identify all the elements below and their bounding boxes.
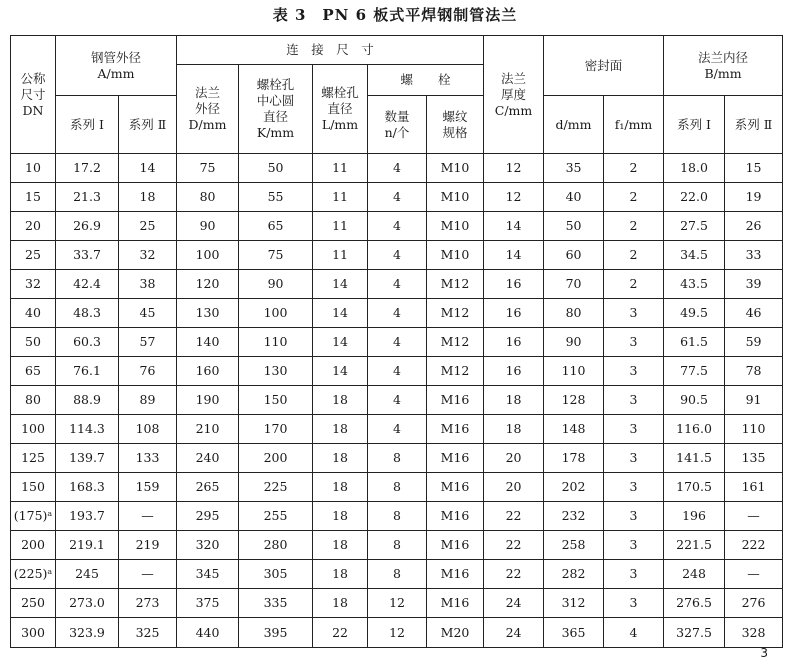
table-cell: 161 xyxy=(725,473,783,502)
table-cell: 395 xyxy=(239,618,313,648)
table-cell: 18 xyxy=(484,415,544,444)
table-cell: 110 xyxy=(725,415,783,444)
table-cell: 33 xyxy=(725,241,783,270)
table-cell: 38 xyxy=(119,270,177,299)
table-cell: 300 xyxy=(11,618,56,648)
table-cell: 276 xyxy=(725,589,783,618)
table-cell: 255 xyxy=(239,502,313,531)
table-cell: M20 xyxy=(427,618,484,648)
table-cell: 20 xyxy=(11,212,56,241)
table-cell: M16 xyxy=(427,444,484,473)
table-cell: 14 xyxy=(484,212,544,241)
header-bore-series-2: 系列 Ⅱ xyxy=(725,96,783,154)
table-cell: 77.5 xyxy=(664,357,725,386)
table-cell: 141.5 xyxy=(664,444,725,473)
table-cell: 20 xyxy=(484,473,544,502)
table-cell: 110 xyxy=(544,357,604,386)
table-cell: 8 xyxy=(368,560,427,589)
table-cell: 3 xyxy=(604,473,664,502)
table-cell: 365 xyxy=(544,618,604,648)
table-cell: 4 xyxy=(368,212,427,241)
table-cell: 3 xyxy=(604,328,664,357)
table-cell: M12 xyxy=(427,299,484,328)
table-row xyxy=(11,241,783,270)
table-cell: (175)ᵃ xyxy=(11,502,56,531)
header-pipe-od: 钢管外径 A/mm xyxy=(56,36,177,96)
table-cell: 14 xyxy=(313,328,368,357)
table-cell: 76 xyxy=(119,357,177,386)
table-cell: 222 xyxy=(725,531,783,560)
table-row xyxy=(11,386,783,415)
table-cell: 75 xyxy=(177,154,239,183)
table-cell: 305 xyxy=(239,560,313,589)
table-row xyxy=(11,212,783,241)
header-pipe-series-2: 系列 Ⅱ xyxy=(119,96,177,154)
table-cell: 19 xyxy=(725,183,783,212)
table-cell: 78 xyxy=(725,357,783,386)
table-row xyxy=(11,589,783,618)
table-row xyxy=(11,415,783,444)
table-row xyxy=(11,357,783,386)
table-cell: 14 xyxy=(313,299,368,328)
table-cell: 4 xyxy=(368,386,427,415)
table-cell: 80 xyxy=(544,299,604,328)
table-cell: 3 xyxy=(604,299,664,328)
header-seal-d: d/mm xyxy=(544,96,604,154)
table-cell: 3 xyxy=(604,502,664,531)
table-cell: 170.5 xyxy=(664,473,725,502)
table-cell: 100 xyxy=(11,415,56,444)
table-cell: 4 xyxy=(368,299,427,328)
table-cell: M12 xyxy=(427,328,484,357)
table-cell: 16 xyxy=(484,357,544,386)
table-cell: 258 xyxy=(544,531,604,560)
table-cell: 168.3 xyxy=(56,473,119,502)
table-body xyxy=(11,154,783,648)
table-cell: 196 xyxy=(664,502,725,531)
table-cell: 89 xyxy=(119,386,177,415)
table-cell: 18 xyxy=(313,531,368,560)
table-cell: 22 xyxy=(484,502,544,531)
table-cell: 159 xyxy=(119,473,177,502)
table-cell: 148 xyxy=(544,415,604,444)
table-cell: 200 xyxy=(11,531,56,560)
table-cell: 3 xyxy=(604,415,664,444)
table-cell: 76.1 xyxy=(56,357,119,386)
table-cell: 16 xyxy=(484,328,544,357)
table-cell: 34.5 xyxy=(664,241,725,270)
table-cell: 33.7 xyxy=(56,241,119,270)
header-bolt-qty: 数量 n/个 xyxy=(368,96,427,154)
table-cell: 65 xyxy=(239,212,313,241)
table-cell: 3 xyxy=(604,531,664,560)
table-cell: 50 xyxy=(11,328,56,357)
table-cell: 3 xyxy=(604,444,664,473)
table-cell: 50 xyxy=(239,154,313,183)
table-cell: 323.9 xyxy=(56,618,119,648)
table-cell: 60.3 xyxy=(56,328,119,357)
table-cell: 40 xyxy=(544,183,604,212)
table-cell: 49.5 xyxy=(664,299,725,328)
table-cell: 32 xyxy=(119,241,177,270)
table-cell: 18.0 xyxy=(664,154,725,183)
table-cell: 276.5 xyxy=(664,589,725,618)
table-cell: 375 xyxy=(177,589,239,618)
table-cell: 18 xyxy=(313,473,368,502)
table-cell: 178 xyxy=(544,444,604,473)
table-cell: 265 xyxy=(177,473,239,502)
table-cell: 160 xyxy=(177,357,239,386)
table-cell: 12 xyxy=(368,618,427,648)
table-cell: 232 xyxy=(544,502,604,531)
header-bore-series-1: 系列 Ⅰ xyxy=(664,96,725,154)
table-cell: 273.0 xyxy=(56,589,119,618)
table-row xyxy=(11,270,783,299)
table-cell: 320 xyxy=(177,531,239,560)
table-cell: 90 xyxy=(177,212,239,241)
table-cell: 14 xyxy=(119,154,177,183)
table-cell: M16 xyxy=(427,386,484,415)
table-cell: 90.5 xyxy=(664,386,725,415)
table-cell: 273 xyxy=(119,589,177,618)
table-row xyxy=(11,154,783,183)
header-flange-od: 法兰 外径 D/mm xyxy=(177,65,239,154)
table-cell: 24 xyxy=(484,589,544,618)
table-cell: 280 xyxy=(239,531,313,560)
table-cell: 24 xyxy=(484,618,544,648)
table-cell: 245 xyxy=(56,560,119,589)
table-cell: 4 xyxy=(368,270,427,299)
table-cell: 328 xyxy=(725,618,783,648)
table-cell: 20 xyxy=(484,444,544,473)
table-cell: 50 xyxy=(544,212,604,241)
table-cell: M16 xyxy=(427,502,484,531)
table-cell: 140 xyxy=(177,328,239,357)
table-cell: 12 xyxy=(484,183,544,212)
table-cell: 295 xyxy=(177,502,239,531)
table-cell: M10 xyxy=(427,241,484,270)
table-cell: 190 xyxy=(177,386,239,415)
table-cell: 4 xyxy=(368,154,427,183)
table-cell: 200 xyxy=(239,444,313,473)
table-cell: 57 xyxy=(119,328,177,357)
table-cell: — xyxy=(725,502,783,531)
table-cell: 2 xyxy=(604,154,664,183)
table-cell: 80 xyxy=(11,386,56,415)
table-cell: 18 xyxy=(313,560,368,589)
table-cell: 4 xyxy=(368,357,427,386)
table-cell: 22.0 xyxy=(664,183,725,212)
table-cell: 130 xyxy=(239,357,313,386)
table-cell: 4 xyxy=(604,618,664,648)
table-cell: 8 xyxy=(368,502,427,531)
table-cell: 110 xyxy=(239,328,313,357)
table-cell: 16 xyxy=(484,299,544,328)
table-row xyxy=(11,299,783,328)
table-cell: 170 xyxy=(239,415,313,444)
table-cell: 40 xyxy=(11,299,56,328)
table-cell: M10 xyxy=(427,154,484,183)
table-cell: 10 xyxy=(11,154,56,183)
table-cell: 120 xyxy=(177,270,239,299)
table-cell: 21.3 xyxy=(56,183,119,212)
page-number: 3 xyxy=(760,646,768,660)
table-cell: 61.5 xyxy=(664,328,725,357)
table-cell: 108 xyxy=(119,415,177,444)
table-cell: 3 xyxy=(604,357,664,386)
table-row xyxy=(11,473,783,502)
table-cell: 130 xyxy=(177,299,239,328)
header-connection-dimensions: 连 接 尺 寸 xyxy=(177,36,484,65)
table-cell: 75 xyxy=(239,241,313,270)
table-cell: 440 xyxy=(177,618,239,648)
table-cell: 43.5 xyxy=(664,270,725,299)
table-cell: 202 xyxy=(544,473,604,502)
table-cell: 15 xyxy=(725,154,783,183)
table-cell: 8 xyxy=(368,444,427,473)
table-cell: 22 xyxy=(484,531,544,560)
header-flange-bore: 法兰内径 B/mm xyxy=(664,36,783,96)
table-cell: 18 xyxy=(484,386,544,415)
table-cell: 26 xyxy=(725,212,783,241)
table-cell: 91 xyxy=(725,386,783,415)
table-cell: 128 xyxy=(544,386,604,415)
table-cell: 4 xyxy=(368,415,427,444)
table-cell: 100 xyxy=(177,241,239,270)
table-cell: 240 xyxy=(177,444,239,473)
table-cell: 221.5 xyxy=(664,531,725,560)
table-cell: 219.1 xyxy=(56,531,119,560)
table-cell: 250 xyxy=(11,589,56,618)
table-cell: 8 xyxy=(368,473,427,502)
table-cell: 16 xyxy=(484,270,544,299)
table-cell: 65 xyxy=(11,357,56,386)
table-cell: 12 xyxy=(484,154,544,183)
table-cell: 32 xyxy=(11,270,56,299)
table-cell: 345 xyxy=(177,560,239,589)
table-cell: 27.5 xyxy=(664,212,725,241)
table-cell: 3 xyxy=(604,589,664,618)
header-dn: 公称 尺寸 DN xyxy=(11,36,56,154)
table-cell: 90 xyxy=(544,328,604,357)
table-cell: 11 xyxy=(313,212,368,241)
table-cell: 2 xyxy=(604,270,664,299)
table-cell: 14 xyxy=(313,270,368,299)
table-cell: 18 xyxy=(313,415,368,444)
table-cell: 150 xyxy=(239,386,313,415)
table-cell: 327.5 xyxy=(664,618,725,648)
table-cell: 2 xyxy=(604,212,664,241)
table-cell: 335 xyxy=(239,589,313,618)
table-cell: 18 xyxy=(313,444,368,473)
table-cell: 17.2 xyxy=(56,154,119,183)
header-seal-f1: f₁/mm xyxy=(604,96,664,154)
table-cell: 135 xyxy=(725,444,783,473)
table-cell: 8 xyxy=(368,531,427,560)
table-cell: 14 xyxy=(484,241,544,270)
header-bolt-thread: 螺纹 规格 xyxy=(427,96,484,154)
table-cell: M12 xyxy=(427,357,484,386)
table-cell: M16 xyxy=(427,560,484,589)
table-cell: 193.7 xyxy=(56,502,119,531)
table-cell: 133 xyxy=(119,444,177,473)
table-cell: 2 xyxy=(604,241,664,270)
header-bolt-hole: 螺栓孔 直径 L/mm xyxy=(313,65,368,154)
table-row xyxy=(11,531,783,560)
table-cell: 4 xyxy=(368,183,427,212)
table-cell: 18 xyxy=(313,502,368,531)
table-row xyxy=(11,183,783,212)
table-cell: 11 xyxy=(313,154,368,183)
table-cell: 225 xyxy=(239,473,313,502)
table-cell: 312 xyxy=(544,589,604,618)
table-cell: 3 xyxy=(604,560,664,589)
table-cell: 116.0 xyxy=(664,415,725,444)
table-cell: 39 xyxy=(725,270,783,299)
table-cell: 42.4 xyxy=(56,270,119,299)
table-cell: 210 xyxy=(177,415,239,444)
table-cell: — xyxy=(119,560,177,589)
table-cell: 15 xyxy=(11,183,56,212)
table-cell: 59 xyxy=(725,328,783,357)
header-flange-thickness: 法兰 厚度 C/mm xyxy=(484,36,544,154)
table-cell: 22 xyxy=(484,560,544,589)
table-cell: M10 xyxy=(427,183,484,212)
table-cell: 26.9 xyxy=(56,212,119,241)
table-cell: 60 xyxy=(544,241,604,270)
table-cell: — xyxy=(725,560,783,589)
table-cell: 100 xyxy=(239,299,313,328)
table-cell: M16 xyxy=(427,415,484,444)
table-cell: 248 xyxy=(664,560,725,589)
table-cell: 90 xyxy=(239,270,313,299)
table-cell: 25 xyxy=(11,241,56,270)
table-row xyxy=(11,618,783,648)
table-cell: 18 xyxy=(313,386,368,415)
table-cell: 219 xyxy=(119,531,177,560)
table-cell: 22 xyxy=(313,618,368,648)
table-cell: (225)ᵃ xyxy=(11,560,56,589)
table-cell: 80 xyxy=(177,183,239,212)
table-cell: 4 xyxy=(368,328,427,357)
table-cell: M12 xyxy=(427,270,484,299)
table-cell: 139.7 xyxy=(56,444,119,473)
header-sealing-face: 密封面 xyxy=(544,36,664,96)
table-row xyxy=(11,560,783,589)
table-cell: 88.9 xyxy=(56,386,119,415)
table-cell: 150 xyxy=(11,473,56,502)
table-cell: — xyxy=(119,502,177,531)
table-cell: 18 xyxy=(119,183,177,212)
table-cell: M10 xyxy=(427,212,484,241)
table-cell: 55 xyxy=(239,183,313,212)
table-cell: 25 xyxy=(119,212,177,241)
table-cell: 325 xyxy=(119,618,177,648)
table-cell: 45 xyxy=(119,299,177,328)
table-cell: 114.3 xyxy=(56,415,119,444)
table-cell: 46 xyxy=(725,299,783,328)
header-bolt-circle: 螺栓孔 中心圆 直径 K/mm xyxy=(239,65,313,154)
table-cell: 11 xyxy=(313,241,368,270)
flange-dimension-table xyxy=(10,35,783,648)
table-cell: 14 xyxy=(313,357,368,386)
table-cell: 48.3 xyxy=(56,299,119,328)
table-cell: M16 xyxy=(427,589,484,618)
table-row xyxy=(11,328,783,357)
table-cell: M16 xyxy=(427,473,484,502)
table-row xyxy=(11,444,783,473)
table-cell: 4 xyxy=(368,241,427,270)
table-cell: 282 xyxy=(544,560,604,589)
table-cell: 35 xyxy=(544,154,604,183)
header-pipe-series-1: 系列 Ⅰ xyxy=(56,96,119,154)
table-cell: 18 xyxy=(313,589,368,618)
table-title: 表 3 PN 6 板式平焊钢制管法兰 xyxy=(272,6,518,24)
table-cell: 70 xyxy=(544,270,604,299)
table-cell: 125 xyxy=(11,444,56,473)
header-bolt: 螺 栓 xyxy=(368,65,484,96)
table-cell: M16 xyxy=(427,531,484,560)
table-cell: 12 xyxy=(368,589,427,618)
table-cell: 2 xyxy=(604,183,664,212)
table-cell: 11 xyxy=(313,183,368,212)
table-row xyxy=(11,502,783,531)
table-cell: 3 xyxy=(604,386,664,415)
